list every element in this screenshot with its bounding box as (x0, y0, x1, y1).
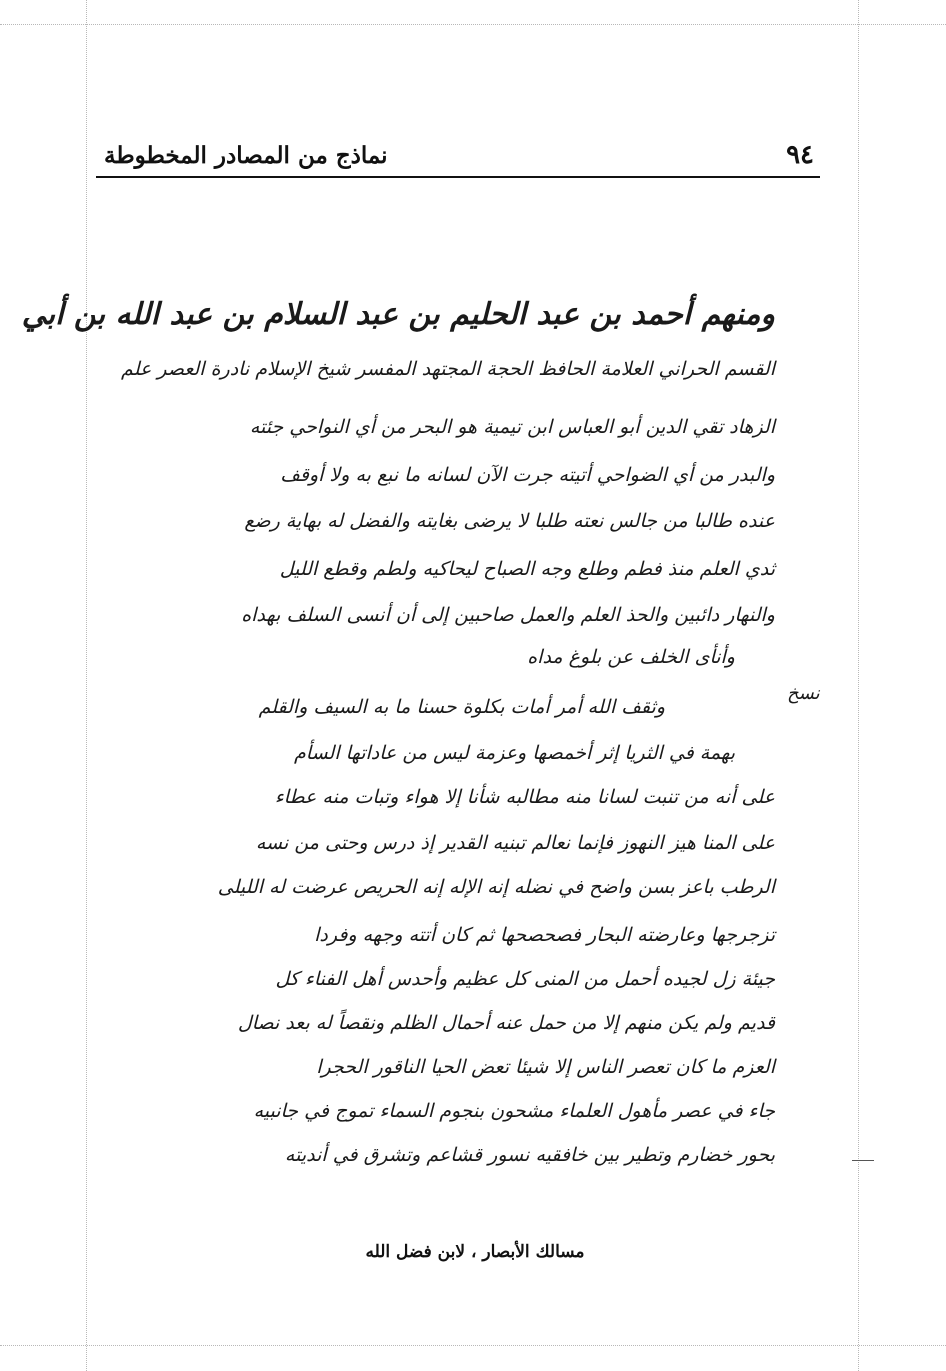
source-caption: مسالك الأبصار ، لابن فضل الله (365, 1242, 585, 1262)
manuscript-line: العزم ما كان تعصر الناس إلا شيئا تعض الحيا الناقور الحجرا (316, 1056, 775, 1078)
manuscript-line: جاء في عصر مأهول العلماء مشحون بنجوم السماء تموج في جانبيه (253, 1100, 775, 1122)
manuscript-line: ثدي العلم منذ فطم وطلع وجه الصباح ليحاكيه ولطم وقطع الليل (279, 558, 775, 580)
manuscript-line: بهمة في الثريا إثر أخمصها وعزمة ليس من عاداتها السأم (294, 742, 735, 764)
running-title: نماذج من المصادر المخطوطة (104, 142, 388, 169)
manuscript-line: قديم ولم يكن منهم إلا من حمل عنه أحمال الظلم ونقصاً له بعد نصال (237, 1012, 775, 1034)
manuscript-line: وثقف الله أمر أمات بكلوة حسنا ما به السيف والقلم (258, 696, 665, 718)
manuscript-line: بحور خضارم وتطير بين خافقيه نسور قشاعم وتشرق في أنديته (284, 1144, 775, 1166)
manuscript-image (21, 290, 775, 1170)
manuscript-line: والبدر من أي الضواحي أتيته جرت الآن لسانه ما نبع به ولا أوقف (280, 464, 775, 486)
manuscript-line: الرطب باعز بسن واضح في نضله إنه الإله إنه الحريص عرضت له الليلى (217, 876, 775, 898)
page-header (96, 138, 820, 178)
scan-guide (858, 0, 859, 1371)
margin-tick (852, 1160, 874, 1161)
manuscript-line: القسم الحراني العلامة الحافظ الحجة المجتهد المفسر شيخ الإسلام نادرة العصر علم (121, 358, 775, 380)
manuscript-line: على أنه من تنبت لسانا منه مطالبه شأنا إلا هواء وتبات منه عطاء (274, 786, 775, 808)
page-number: ٩٤ (786, 140, 814, 170)
manuscript-line: على المنا هيز النهوز فإنما نعالم تبنيه القدير إذ درس وحتى من نسه (255, 832, 775, 854)
manuscript-line: الزهاد تقي الدين أبو العباس ابن تيمية هو البحر من أي النواحي جئته (249, 416, 775, 438)
scan-guide (0, 24, 946, 25)
header-rule (96, 176, 820, 178)
scan-guide (0, 1345, 946, 1346)
manuscript-line: جيئة زل لجيده أحمل من المنى كل عظيم وأحدس أهل الفناء كل (275, 968, 775, 990)
manuscript-line: وأنأى الخلف عن بلوغ مداه (527, 646, 735, 668)
margin-note: نسخ (787, 683, 820, 704)
manuscript-line: عنده طالبا من جالس نعته طلبا لا يرضى بغايته والفضل له بهاية رضع (244, 510, 775, 532)
manuscript-line: تزجرجها وعارضته البحار فصحصحها ثم كان أتته وجهه وفردا (314, 924, 775, 946)
manuscript-line: والنهار دائبين والحذ العلم والعمل صاحبين إلى أن أنسى السلف بهداه (241, 604, 775, 626)
manuscript-line: ومنهم أحمد بن عبد الحليم بن عبد السلام بن عبد الله بن أبي (21, 297, 775, 332)
